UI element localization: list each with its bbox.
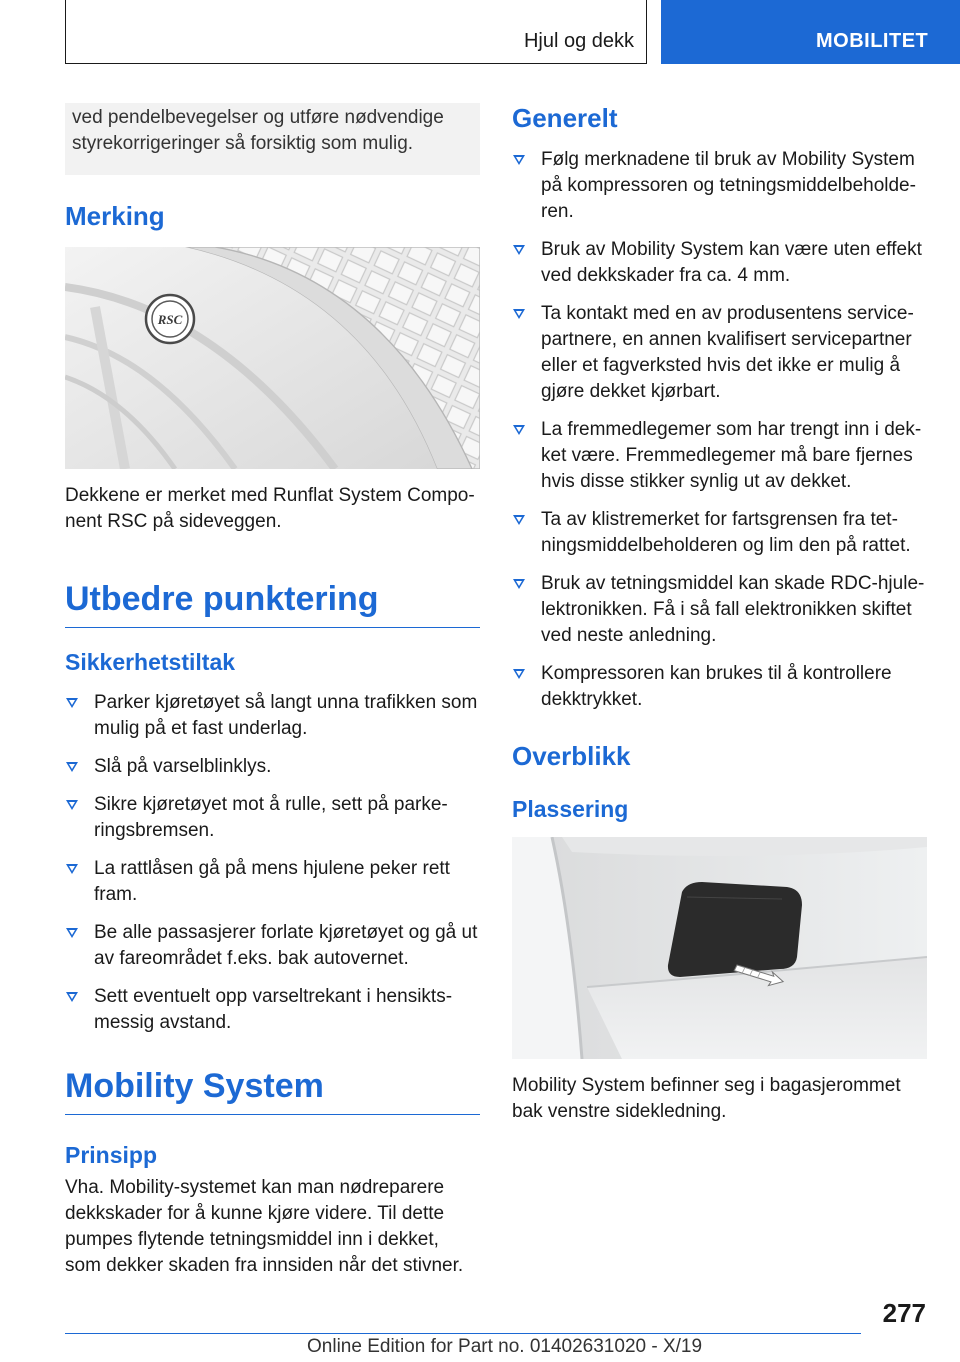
list-item: Kompressoren kan brukes til å kontrollere dekktrykket.	[512, 661, 927, 713]
page-number: 277	[882, 1298, 926, 1328]
note-box	[65, 103, 480, 175]
general-list	[512, 147, 927, 713]
footer-divider	[65, 1333, 861, 1334]
safety-list	[65, 690, 480, 1036]
triangle-bullet-icon	[66, 864, 78, 874]
triangle-bullet-icon	[513, 245, 525, 255]
list-item: Ta av klistremerket for fartsgrensen fra tet-ningsmiddelbeholderen og lim den på rattet.	[512, 507, 927, 559]
list-item: Følg merknadene til bruk av Mobility System på kompressoren og tetningsmiddelbeholde-ren.	[512, 147, 927, 225]
triangle-bullet-icon	[66, 800, 78, 810]
triangle-bullet-icon	[66, 698, 78, 708]
triangle-bullet-icon	[513, 515, 525, 525]
left-column	[65, 103, 480, 1279]
list-item: La fremmedlegemer som har trengt inn i dek-ket være. Fremmedlegemer må bare fjernes hvis disse stikker synlig ut av dekket.	[512, 417, 927, 495]
rsc-logo-mark: RSC	[157, 312, 183, 327]
heading-merking: Merking	[65, 201, 165, 231]
heading-prinsipp: Prinsipp	[65, 1142, 158, 1168]
heading-mobility-system: Mobility System	[65, 1066, 480, 1115]
triangle-bullet-icon	[513, 579, 525, 589]
triangle-bullet-icon	[513, 155, 525, 165]
heading-generelt: Generelt	[512, 103, 618, 133]
chapter-tab[interactable]	[661, 0, 960, 64]
triangle-bullet-icon	[66, 928, 78, 938]
triangle-bullet-icon	[66, 992, 78, 1002]
tire-sidewall-figure	[65, 247, 480, 469]
trunk-location-figure	[512, 837, 927, 1059]
note-text: ved pendelbevegelser og utføre nødvendige styrekorrigeringer så forsiktig som mulig.	[72, 107, 444, 154]
triangle-bullet-icon	[513, 425, 525, 435]
triangle-bullet-icon	[513, 309, 525, 319]
prinsipp-text: Vha. Mobility-systemet kan man nødreparere dekkskader for å kunne kjøre videre. Til dette pumpes flytende tetningsmiddel inn i dekket, som dekker skaden fra innsiden når det stivner.	[65, 1177, 464, 1276]
list-item: Ta kontakt med en av produsentens service-partnere, en annen kvalifisert servicepartner eller et fagverksted hvis det ikke er mulig å gjøre dekket kjørbart.	[512, 301, 927, 405]
right-column	[512, 103, 927, 1125]
list-item: Sikre kjøretøyet mot å rulle, sett på parke-ringsbremsen.	[65, 792, 480, 844]
list-item: Parker kjøretøyet så langt unna trafikken som mulig på et fast underlag.	[65, 690, 480, 742]
heading-overblikk: Overblikk	[512, 741, 631, 771]
list-item: Bruk av tetningsmiddel kan skade RDC-hjule-lektronikken. Få i så fall elektronikken skiftet ved neste anledning.	[512, 571, 927, 649]
heading-utbedre-punktering: Utbedre punktering	[65, 579, 480, 628]
heading-sikkerhetstiltak: Sikkerhetstiltak	[65, 649, 236, 675]
chapter-title: MOBILITET	[816, 30, 929, 52]
heading-plassering: Plassering	[512, 796, 629, 822]
header-section-box	[65, 0, 647, 64]
merking-caption: Dekkene er merket med Runflat System Compo-nent RSC på sideveggen.	[65, 485, 475, 532]
list-item: Slå på varselblinklys.	[65, 754, 480, 780]
list-item: Sett eventuelt opp varseltrekant i hensikts-messig avstand.	[65, 984, 480, 1036]
list-item: Be alle passasjerer forlate kjøretøyet og gå ut av fareområdet f.eks. bak autovernet.	[65, 920, 480, 972]
triangle-bullet-icon	[66, 762, 78, 772]
plassering-caption: Mobility System befinner seg i bagasjerommet bak venstre sidekledning.	[512, 1075, 901, 1122]
list-item: La rattlåsen gå på mens hjulene peker rett fram.	[65, 856, 480, 908]
section-title: Hjul og dekk	[523, 30, 634, 52]
list-item: Bruk av Mobility System kan være uten effekt ved dekkskader fra ca. 4 mm.	[512, 237, 927, 289]
edition-info: Online Edition for Part no. 01402631020 - X/19	[307, 1336, 703, 1357]
triangle-bullet-icon	[513, 669, 525, 679]
